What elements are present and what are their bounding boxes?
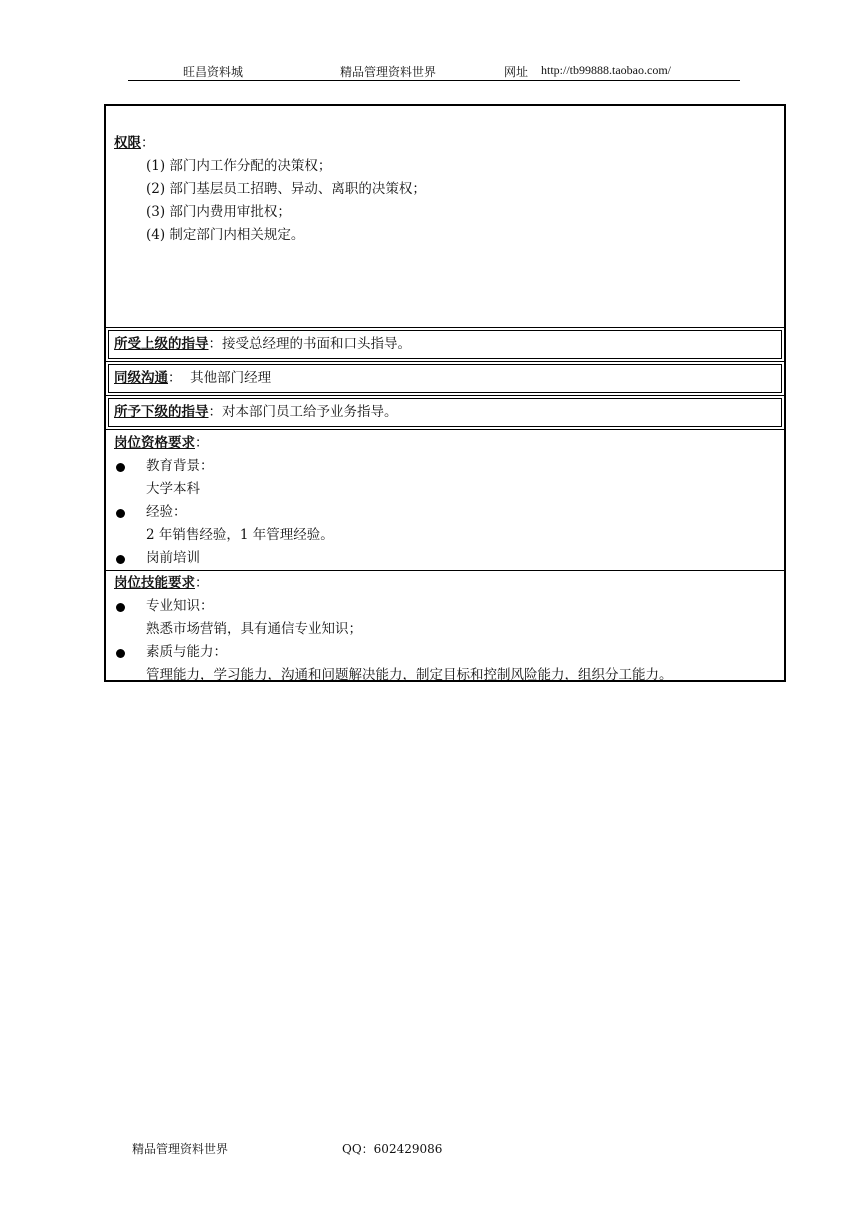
qualification-label: 岗位资格要求 [114, 435, 195, 451]
skills-title: 专业知识： [146, 598, 214, 614]
skills-label: 岗位技能要求 [114, 575, 195, 591]
header-url-link[interactable]: http://tb99888.taobao.com/ [541, 63, 671, 77]
header-site-label: 网址 [504, 65, 529, 79]
skills-title: 素质与能力： [146, 644, 227, 660]
peer-communication-text: ： 其他部门经理 [168, 370, 272, 386]
superior-guidance-text: ：接受总经理的书面和口头指导。 [208, 336, 411, 352]
authority-label: 权限 [114, 135, 141, 151]
subordinate-guidance-text: ：对本部门员工给予业务指导。 [208, 404, 398, 420]
skills-detail: 管理能力，学习能力，沟通和问题解决能力，制定目标和控制风险能力，组织分工能力。 [146, 667, 673, 683]
skills-row [106, 570, 784, 683]
qualification-heading: 岗位资格要求： [114, 435, 209, 451]
bullet-icon [116, 463, 125, 472]
qualification-row [106, 429, 784, 570]
footer-qq-text: QQ：602429086 [342, 1142, 443, 1156]
authority-item: (2) 部门基层员工招聘、异动、离职的决策权； [146, 181, 426, 197]
subordinate-guidance-row [106, 395, 784, 429]
footer-left-text: 精品管理资料世界 [132, 1142, 229, 1156]
superior-guidance-label: 所受上级的指导 [114, 336, 209, 352]
bullet-icon [116, 555, 125, 564]
authority-heading: 权限： [114, 135, 155, 151]
skills-detail: 熟悉市场营销，具有通信专业知识； [146, 621, 362, 637]
qualification-title: 经验： [146, 504, 187, 520]
qualification-title: 岗前培训 [146, 550, 200, 566]
authority-item: (4) 制定部门内相关规定。 [146, 227, 305, 243]
header-left-text: 旺昌资料城 [183, 65, 244, 79]
bullet-icon [116, 649, 125, 658]
peer-communication-label: 同级沟通 [114, 370, 168, 386]
authority-row [106, 106, 784, 327]
superior-guidance-row [106, 327, 784, 361]
skills-heading: 岗位技能要求： [114, 575, 209, 591]
job-description-table [104, 104, 786, 682]
qualification-detail: 2 年销售经验，1 年管理经验。 [146, 527, 334, 543]
qualification-detail: 大学本科 [146, 481, 200, 497]
authority-item: (3) 部门内费用审批权； [146, 204, 291, 220]
subordinate-guidance-label: 所予下级的指导 [114, 404, 209, 420]
bullet-icon [116, 603, 125, 612]
authority-item: (1) 部门内工作分配的决策权； [146, 158, 332, 174]
peer-communication-row [106, 361, 784, 395]
header-middle-text: 精品管理资料世界 [340, 65, 437, 79]
page-header [128, 62, 740, 81]
qualification-title: 教育背景： [146, 458, 214, 474]
bullet-icon [116, 509, 125, 518]
